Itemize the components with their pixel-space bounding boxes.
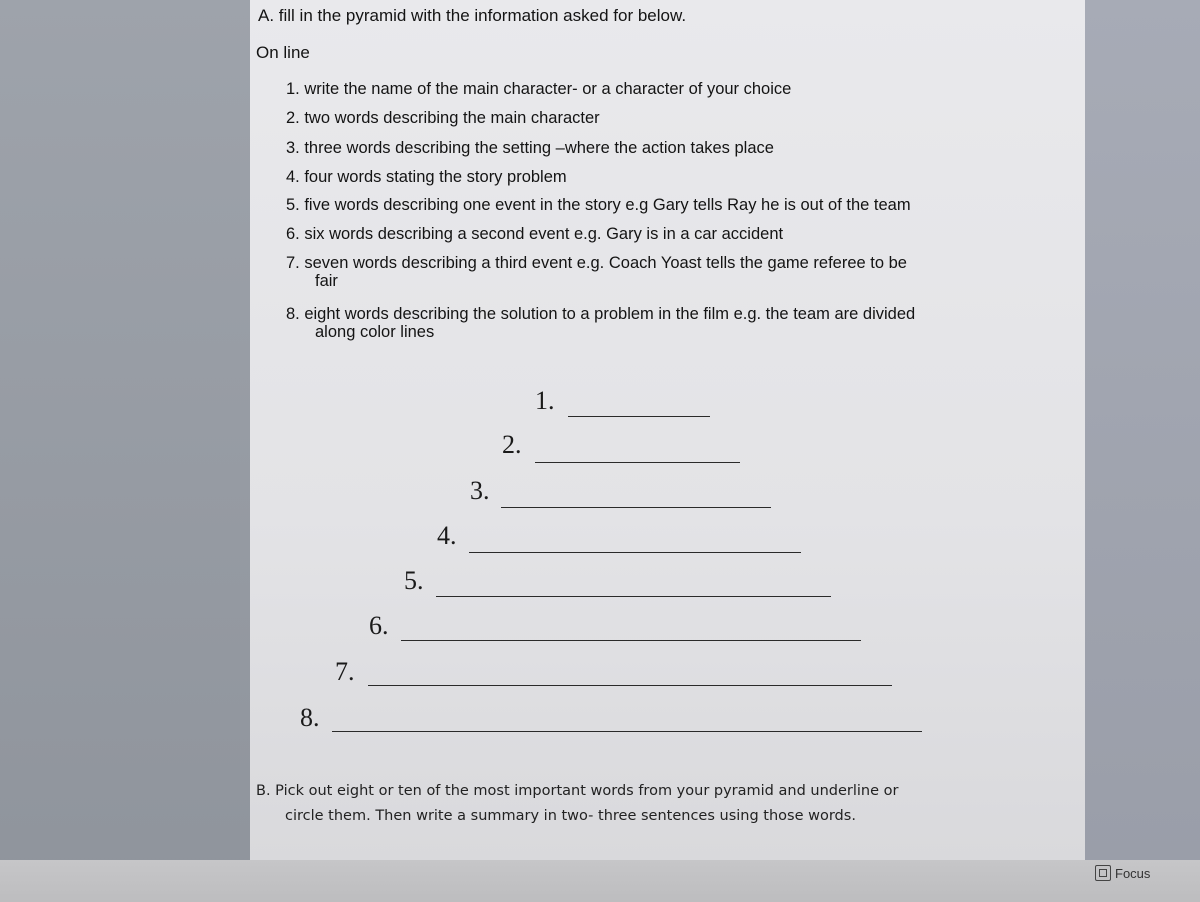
pyramid-number-4: 4.: [437, 521, 457, 550]
pyramid-number-2: 2.: [502, 430, 522, 459]
pyramid-line-4[interactable]: [469, 552, 801, 553]
section-b-instructions: [256, 779, 898, 829]
instruction-item-3: 3. three words describing the setting –where the action takes place: [286, 139, 774, 157]
pyramid-line-3[interactable]: [501, 507, 771, 508]
pyramid-line-6[interactable]: [401, 640, 861, 641]
instruction-item-4: 4. four words stating the story problem: [286, 168, 567, 186]
left-gutter: [0, 0, 250, 902]
right-gutter: [1085, 0, 1200, 860]
instruction-item-2: 2. two words describing the main character: [286, 109, 600, 127]
section-b-line-2: circle them. Then write a summary in two- three sentences using those words.: [285, 808, 856, 824]
on-line-label: On line: [256, 43, 310, 62]
pyramid-number-8: 8.: [300, 703, 320, 732]
pyramid-line-7[interactable]: [368, 685, 892, 686]
instruction-item-5: 5. five words describing one event in the story e.g Gary tells Ray he is out of the team: [286, 196, 911, 214]
pyramid-number-3: 3.: [470, 476, 490, 505]
instruction-item-7-continuation: fair: [315, 272, 338, 290]
section-b-line-1: B. Pick out eight or ten of the most important words from your pyramid and underline or: [256, 783, 899, 799]
section-a-heading: A. fill in the pyramid with the information asked for below.: [258, 6, 687, 25]
instruction-item-6: 6. six words describing a second event e.g. Gary is in a car accident: [286, 225, 784, 243]
pyramid-line-1[interactable]: [568, 416, 710, 417]
pyramid-number-7: 7.: [335, 657, 355, 686]
pyramid-line-5[interactable]: [436, 596, 831, 597]
focus-mode-button[interactable]: [1095, 862, 1150, 884]
instruction-item-8: 8. eight words describing the solution to a problem in the film e.g. the team are divided along color lines: [286, 305, 916, 341]
pyramid-number-5: 5.: [404, 566, 424, 595]
pyramid-number-1: 1.: [535, 386, 555, 415]
focus-icon: [1095, 865, 1111, 881]
status-bar: [0, 860, 1200, 902]
pyramid-number-6: 6.: [369, 611, 389, 640]
focus-label: Focus: [1115, 865, 1151, 881]
pyramid-line-2[interactable]: [535, 462, 740, 463]
instruction-item-7: 7. seven words describing a third event e.g. Coach Yoast tells the game referee to be fair: [286, 254, 907, 290]
instruction-item-8-continuation: along color lines: [315, 323, 435, 341]
pyramid-line-8[interactable]: [332, 731, 922, 732]
instruction-item-1: 1. write the name of the main character- or a character of your choice: [286, 80, 792, 98]
